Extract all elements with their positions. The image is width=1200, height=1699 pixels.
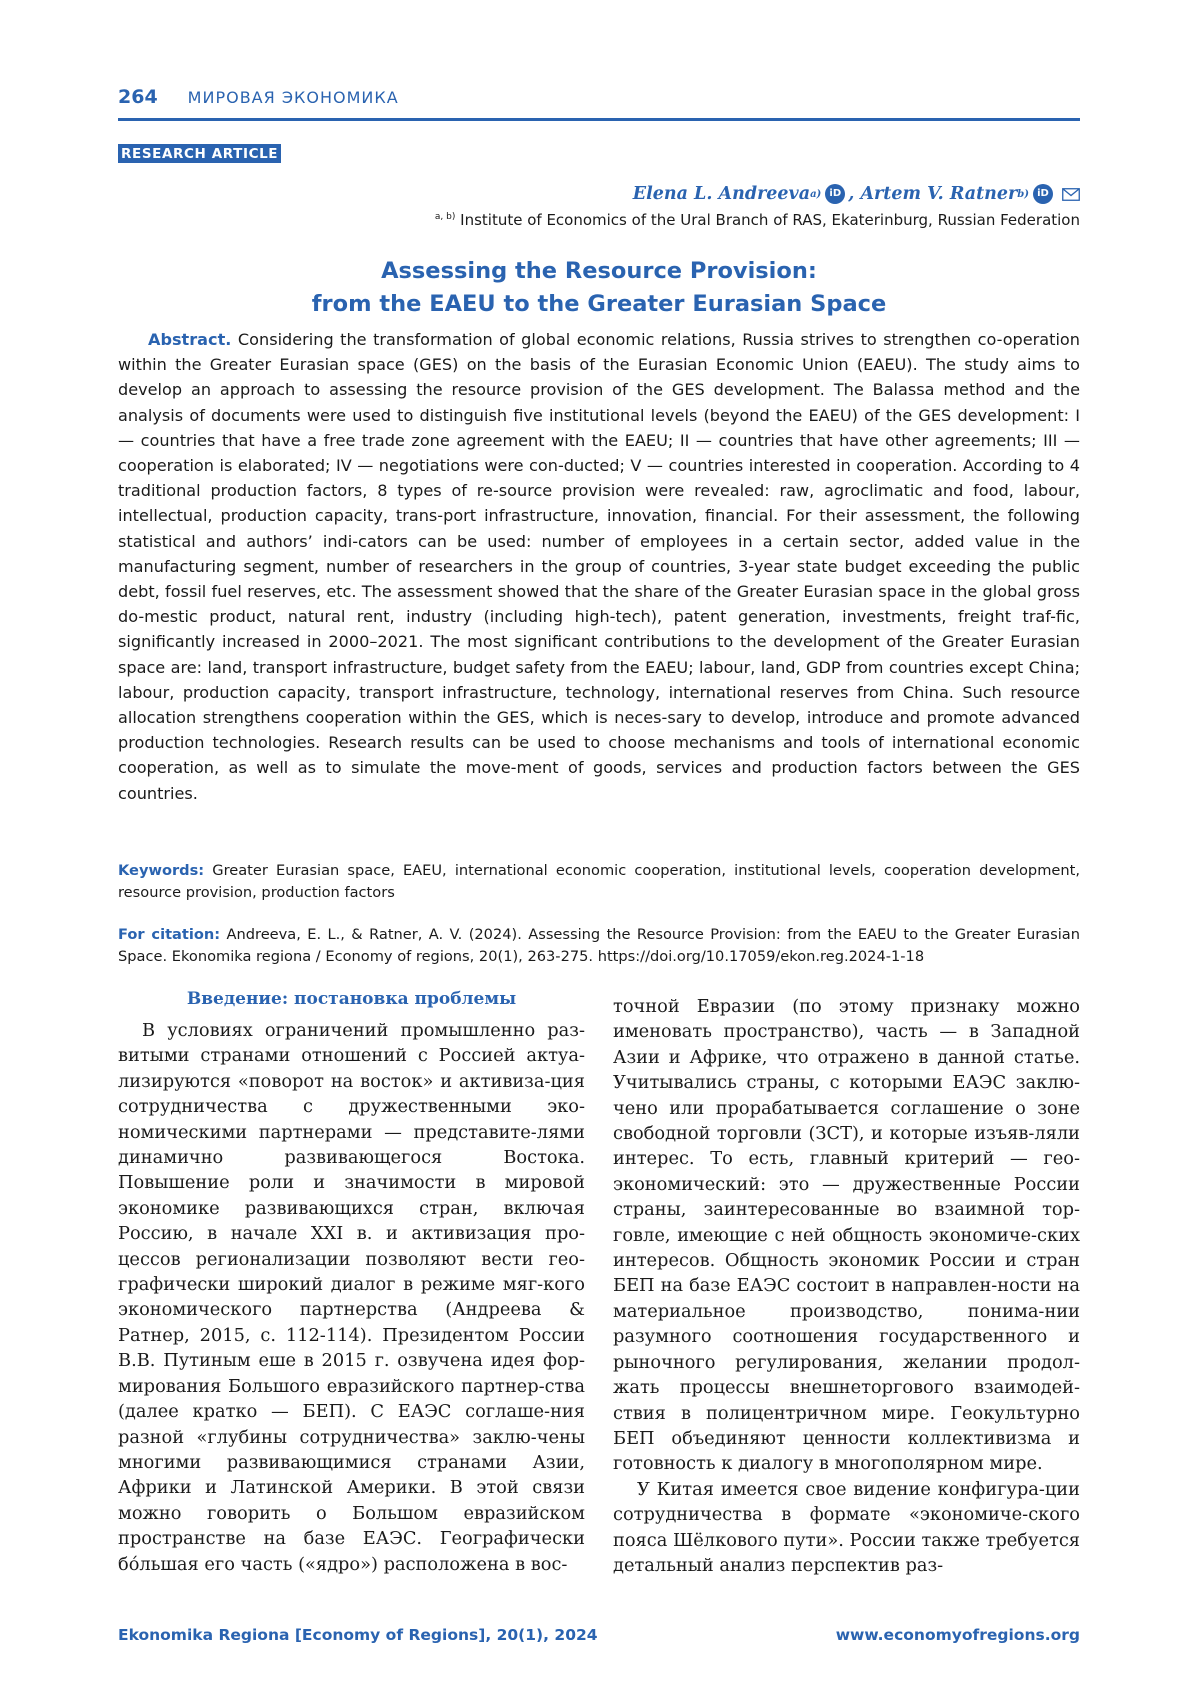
body-column-right — [613, 994, 1080, 1578]
article-title — [118, 255, 1080, 321]
body-paragraph: В условиях ограничений промышленно раз-витыми странами отношений с Россией актуа-лизируются «поворот на восток» и активиза-ция сотрудничества с дружественными эко-номическими партнерами — представите-лями динамично развивающегося Востока. Повышение роли и значимости в мировой экономике развивающихся стран, включая Россию, в начале XXI в. и активизация про-цессов регионализации позволяют вести гео-графически широкий диалог в режиме мяг-кого экономического партнерства (Андреева & Ратнер, 2015, с. 112-114). Президентом России В.В. Путиным еше в 2015 г. озвучена идея фор-мирования Большого евразийского партнер-ства (далее кратко — БЕП). С ЕАЭС соглаше-ния разной «глубины сотрудничества» заклю-чены многими развивающимися странами Азии, Африки и Латинской Америки. В этой связи можно говорить о Большом евразийском пространстве на базе ЕАЭС. Географически бо́льшая его часть («ядро») расположена в вос- — [118, 1020, 585, 1575]
keywords — [118, 860, 1080, 904]
article-page — [118, 0, 1080, 1699]
author-name[interactable]: Elena L. Andreeva — [632, 184, 811, 204]
footer-journal: Ekonomika Regiona [Economy of Regions], 20(1), 2024 — [118, 1626, 598, 1644]
article-type-badge: RESEARCH ARTICLE — [118, 144, 281, 163]
citation-text[interactable]: Andreeva, E. L., & Ratner, A. V. (2024). Assessing the Resource Provision: from the EAEU to the Greater Eurasian Space. Ekonomika regiona / Economy of regions, 20(1), 263-275. https://doi.org/10.17059/ekon.reg.2024-1-18 — [118, 926, 1081, 965]
envelope-icon[interactable] — [1062, 188, 1080, 201]
page-footer — [118, 1626, 1080, 1644]
keywords-label: Keywords: — [118, 862, 205, 879]
abstract-text: Considering the transformation of global economic relations, Russia strives to strengthen co-operation within the Greater Eurasian space (GES) on the basis of the Eurasian Economic Union (EAEU). The study aims to develop an approach to assessing the resource provision of the GES development. The Balassa method and the analysis of documents were used to distinguish five institutional levels (beyond the EAEU) of the GES development: I — countries that have a free trade zone agreement with the EAEU; II — countries that have other agreements; III — cooperation is elaborated; IV — negotiations were con-ducted; V — countries interested in cooperation. According to 4 traditional production factors, 8 types of re-source provision were revealed: raw, agroclimatic and food, labour, intellectual, production capacity, trans-port infrastructure, innovation, financial. For their assessment, the following statistical and authors’ indi-cators can be used: number of employees in a certain sector, added value in the manufacturing segment, number of researchers in the group of countries, 3-year state budget exceeding the public debt, fossil fuel reserves, etc. The assessment showed that the share of the Greater Eurasian space in the global gross do-mestic product, natural rent, industry (including high-tech), patent generation, investments, freight traf-fic, significantly increased in 2000–2021. The most significant contributions to the development of the Greater Eurasian space are: land, transport infrastructure, budget safety from the EAEU; labour, land, GDP from countries except China; labour, production capacity, transport infrastructure, technology, international reserves from China. Such resource allocation strengthens cooperation within the GES, which is neces-sary to develop, introduce and promote advanced production technologies. Research results can be used to choose mechanisms and tools of international economic cooperation, as well as to simulate the move-ment of goods, services and production factors between the GES countries. — [118, 330, 1080, 803]
author-name[interactable]: Artem V. Ratner — [860, 184, 1018, 204]
body-paragraph: точной Евразии (по этому признаку можно именовать пространство), часть — в Западной Азии и Африке, что отражено в данной статье. Учитывались страны, с которыми ЕАЭС заклю-чено или прорабатывается соглашение о зоне свободной торговли (ЗСТ), и которые изъяв-ляли интерес. То есть, главный критерий — гео-экономический: это — дружественные России страны, заинтересованные во взаимной тор-говле, имеющие с ней общность экономиче-ских интересов. Общность экономик России и стран БЕП на базе ЕАЭС состоит в направлен-ности на материальное производство, понима-нии разумного соотношения государственного и рыночного регулирования, желании продол-жать процессы внешнеторгового взаимодей-ствия в полицентричном мире. Геокультурно БЕП объединяют ценности коллективизма и готовность к диалогу в многополярном мире. — [613, 996, 1080, 1475]
body-column-left — [118, 988, 585, 1577]
footer-website-link[interactable]: www.economyofregions.org — [835, 1626, 1080, 1644]
orcid-icon[interactable]: iD — [1033, 184, 1053, 204]
author-line — [633, 184, 1080, 204]
affiliation-text: Institute of Economics of the Ural Branch of RAS, Ekaterinburg, Russian Federation — [460, 211, 1080, 229]
body-paragraph: У Китая имеется свое видение конфигура-ции сотрудничества в формате «экономиче-ского пояса Шёлкового пути». России также требуется детальный анализ перспектив раз- — [613, 1478, 1080, 1576]
title-line: Assessing the Resource Provision: — [381, 258, 817, 284]
author-affiliation-mark: b) — [1017, 188, 1029, 200]
author-separator: , — [848, 184, 861, 204]
orcid-icon[interactable]: iD — [825, 184, 845, 204]
header-divider — [118, 118, 1080, 121]
abstract — [118, 327, 1080, 806]
author-affiliation-mark: a) — [810, 188, 822, 200]
journal-section: МИРОВАЯ ЭКОНОМИКА — [187, 88, 399, 107]
affiliation-mark: a, b) — [434, 212, 456, 222]
section-heading: Введение: постановка проблемы — [186, 989, 517, 1009]
title-line: from the EAEU to the Greater Eurasian Space — [311, 291, 887, 317]
citation-label: For citation: — [118, 926, 221, 943]
affiliation — [435, 211, 1080, 229]
abstract-label: Abstract. — [148, 330, 232, 349]
citation — [118, 924, 1080, 968]
running-header — [118, 86, 1080, 114]
keywords-text: Greater Eurasian space, EAEU, international economic cooperation, institutional levels, cooperation development, resource provision, production factors — [118, 862, 1080, 901]
page-number: 264 — [118, 86, 158, 108]
